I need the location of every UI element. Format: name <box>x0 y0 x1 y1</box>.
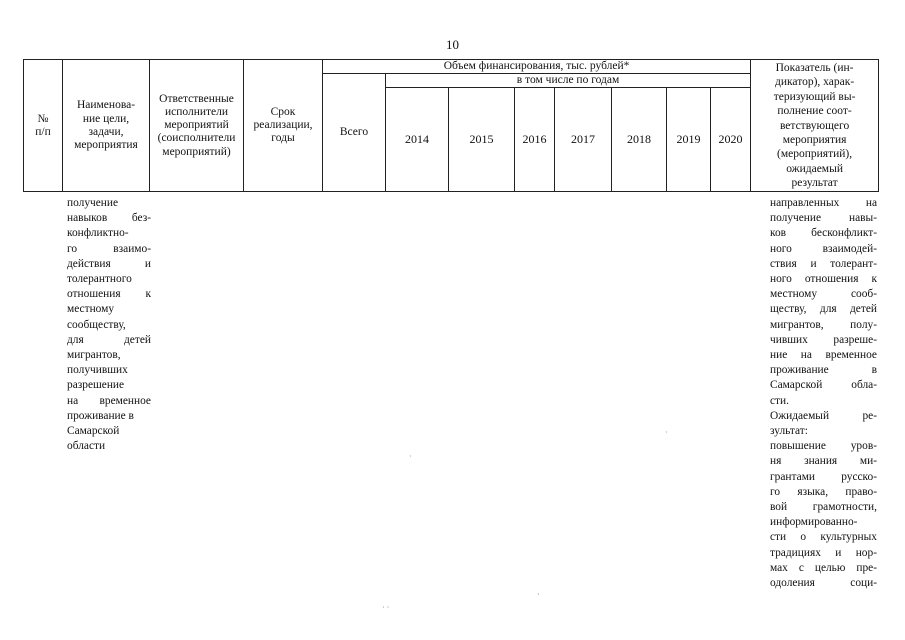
year-2014-header: 2014 <box>386 88 449 192</box>
scan-speck: · <box>537 590 540 599</box>
activity-description: получение навыков без- конфликтно- го взаимо- действия и толерантного отношения к местному сообществу, для детей мигрантов, получивших разрешение на временное проживание в Самарской области <box>67 197 151 453</box>
year-2018-header: 2018 <box>612 88 667 192</box>
column-term-header: Срок реализации, годы <box>244 60 323 192</box>
indicator-description: направленных на получение навы- ков бесконфликт- ного взаимодей- ствия и толерант- ного отношения к местному сооб- ществу, для детей мигрантов, полу- чивших разреше- ние на временное проживание в Самарской обла- сти. Ожидаемый ре- зультат: повышение уров- ня знания ми- грантами русско- го языка, право- вой грамотности, информированно- сти о культурных традициях и нор- мах с целью пре- одоления соци- <box>770 197 877 590</box>
year-2015-header: 2015 <box>449 88 515 192</box>
column-indicator-header: Показатель (ин- дикатор), харак- теризующий вы- полнение соот- ветствующего мероприятия (мероприятий), ожидаемый результат <box>751 60 879 192</box>
year-2016-header: 2016 <box>515 88 555 192</box>
scan-speck: · <box>409 452 412 461</box>
program-table-header <box>23 59 879 192</box>
years-subheader: в том числе по годам <box>386 74 751 88</box>
year-2020-header: 2020 <box>711 88 751 192</box>
column-total-header: Всего <box>323 74 386 192</box>
column-number-header: № п/п <box>24 60 63 192</box>
column-responsible-header: Ответственные исполнители мероприятий (соисполнители мероприятий) <box>150 60 244 192</box>
column-name-header: Наименова- ние цели, задачи, мероприятия <box>63 60 150 192</box>
page-number: 10 <box>446 37 459 52</box>
funding-header: Объем финансирования, тыс. рублей* <box>323 60 751 74</box>
year-2017-header: 2017 <box>555 88 612 192</box>
scan-speck: · · <box>382 603 390 612</box>
year-2019-header: 2019 <box>667 88 711 192</box>
scan-speck: · <box>665 428 668 437</box>
